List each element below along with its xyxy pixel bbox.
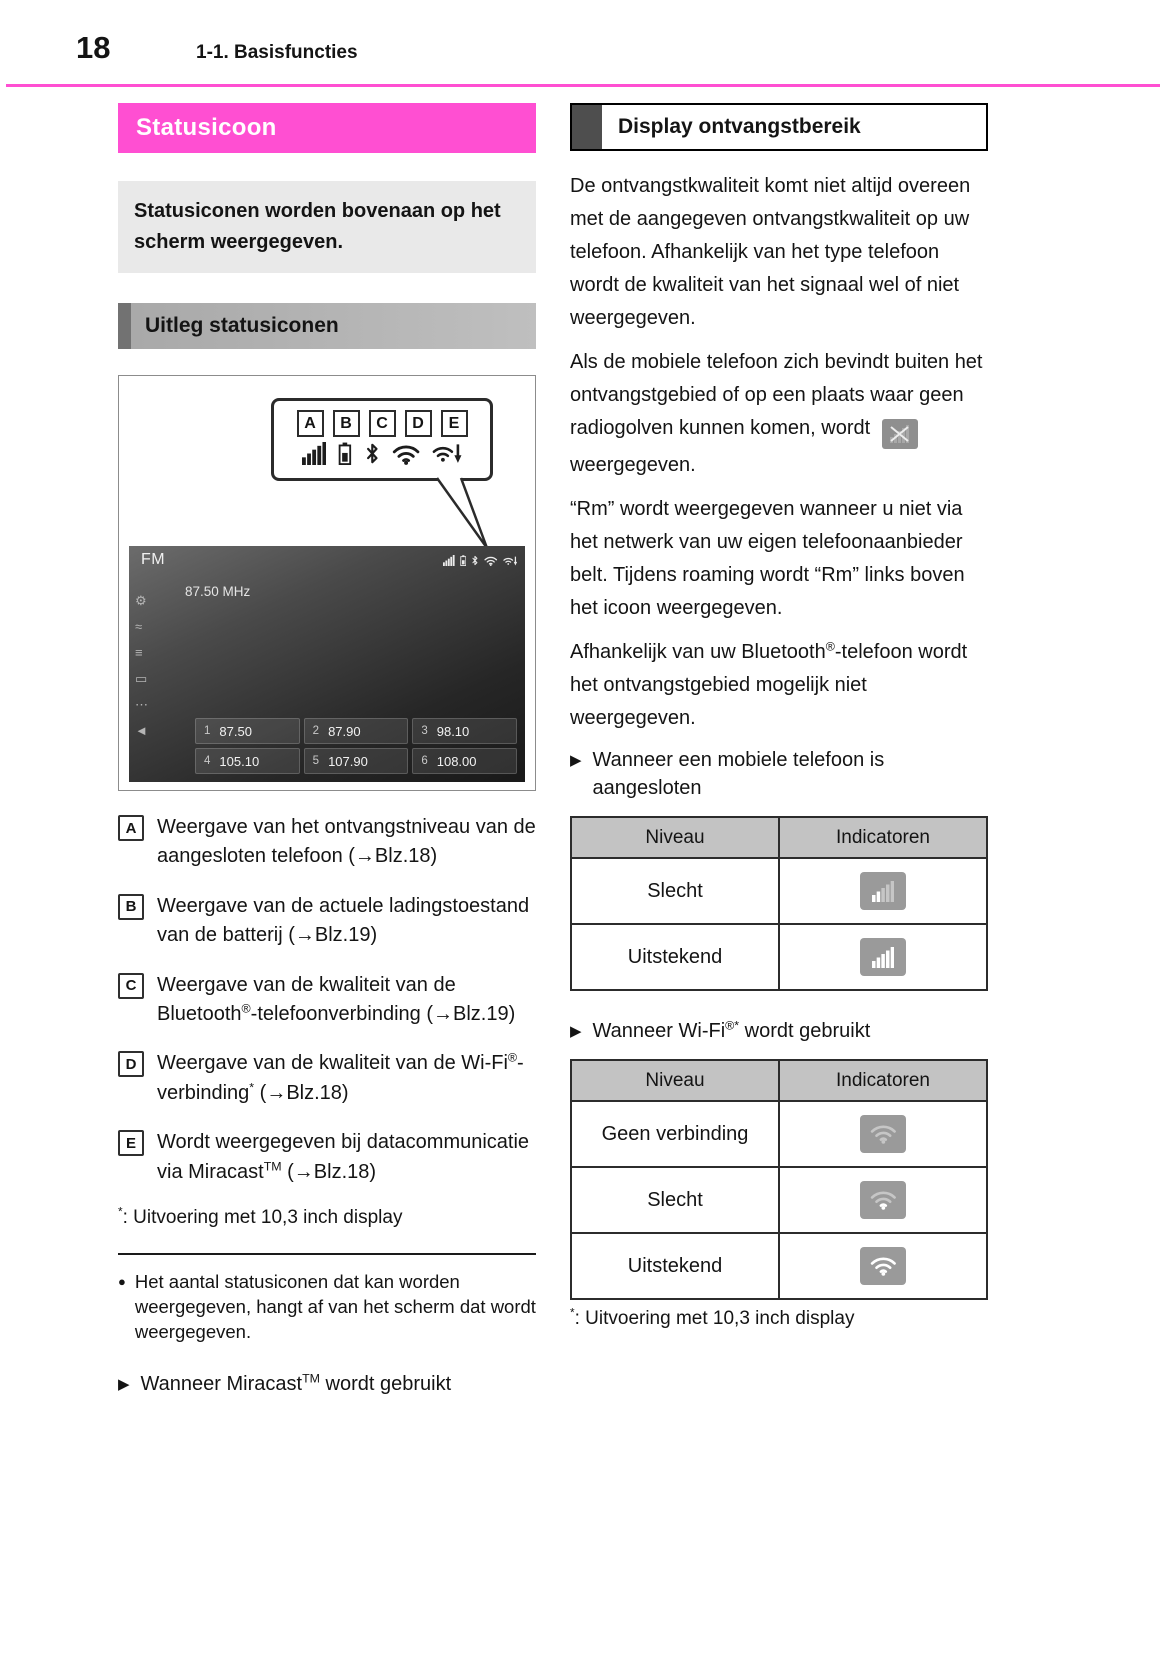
legend-letter: B	[118, 894, 144, 920]
preset-number: 1	[204, 725, 211, 737]
paragraph-4: Afhankelijk van uw Bluetooth®-telefoon wordt het ontvangstgebied mogelijk niet weergegeven.	[570, 639, 968, 729]
preset-frequency: 98.10	[436, 723, 470, 739]
preset-frequency: 87.90	[328, 723, 361, 739]
info-paragraphs	[570, 170, 988, 735]
status-miracast-icon	[503, 553, 517, 571]
indicator-cell	[779, 1101, 987, 1167]
bullet-note	[118, 1269, 536, 1344]
header-rule	[6, 84, 1160, 87]
level-cell: Uitstekend	[571, 1233, 779, 1299]
preset-number: 2	[312, 725, 320, 737]
status-icons-figure	[118, 375, 536, 791]
radio-band-label: FM	[141, 551, 166, 568]
legend-text: Weergave van de kwaliteit van de Wi-Fi®-verbinding* (→Blz.18)	[157, 1050, 524, 1104]
callout-letter-c: C	[369, 410, 396, 437]
waves-icon: ≈	[135, 619, 143, 634]
breadcrumb: 1-1. Basisfuncties	[196, 42, 358, 63]
info-title-box	[570, 103, 988, 151]
wifi-weak-icon	[860, 1181, 906, 1219]
miracast-arrow-text: Wanneer Miracast™ wordt gebruikt	[140, 1371, 452, 1396]
status-battery-icon	[460, 553, 467, 571]
level-cell: Uitstekend	[571, 924, 779, 990]
signal-table-header-0: Niveau	[571, 817, 779, 858]
preset-number: 3	[421, 725, 428, 737]
subsection-title: Uitleg statusiconen	[145, 314, 339, 337]
callout-icon-row	[280, 446, 484, 470]
speaker-icon: ◄	[135, 723, 148, 738]
preset-number: 6	[421, 755, 428, 767]
signal-table	[570, 816, 988, 991]
preset-frequency: 107.90	[328, 753, 368, 769]
arrow-icon: ▶	[570, 1023, 582, 1040]
intro-box: Statusiconen worden bovenaan op het scherm weergegeven.	[118, 181, 536, 273]
table-row	[571, 1101, 987, 1167]
superscript: *	[570, 1306, 575, 1320]
no-signal-icon	[882, 419, 918, 449]
signal-table-wrap	[570, 816, 988, 991]
list-icon: ≡	[135, 645, 143, 660]
wifi-table-header-0: Niveau	[571, 1060, 779, 1101]
wifi-icon	[392, 444, 420, 470]
radio-status-bar	[443, 553, 517, 571]
arrow-icon: ▶	[118, 1376, 130, 1394]
indicator-cell	[779, 858, 987, 924]
preset-frequency: 108.00	[436, 753, 477, 769]
wifi-none-icon	[860, 1115, 906, 1153]
preset-button-6	[412, 748, 517, 774]
bullet-icon: ●	[118, 1273, 126, 1289]
phone-connected-arrow-text: Wanneer een mobiele telefoon is aangesloten	[592, 749, 885, 799]
table-row	[571, 1233, 987, 1299]
callout-letter-b: B	[333, 410, 360, 437]
wifi-arrow-text: Wanneer Wi-Fi®* wordt gebruikt	[592, 1018, 871, 1042]
signal-weak-icon	[860, 872, 906, 910]
paragraph-3: “Rm” wordt weergegeven wanneer u niet via het netwerk van uw eigen telefoonaanbieder belt. Tijdens roaming wordt “Rm” links boven het icoon weergegeven.	[570, 498, 965, 619]
callout-letter-row	[280, 410, 484, 437]
preset-button-1	[195, 718, 300, 744]
legend-item-b	[118, 892, 536, 951]
superscript: TM	[263, 1158, 282, 1173]
radio-frequency: 87.50 MHz	[185, 584, 251, 599]
callout-letter-d: D	[405, 410, 432, 437]
legend-letter: D	[118, 1051, 144, 1077]
signal-strong-icon	[860, 938, 906, 976]
bluetooth-icon	[364, 442, 381, 470]
arrow-icon: ▶	[570, 752, 582, 769]
legend-text: Weergave van het ontvangstniveau van de aangesloten telefoon (→Blz.18)	[157, 816, 536, 868]
more-icon: ⋯	[135, 697, 148, 712]
right-footnote: *: Uitvoering met 10,3 inch display	[570, 1306, 855, 1329]
preset-button-3	[412, 718, 517, 744]
info-title-marker	[572, 105, 602, 149]
callout-letter-a: A	[297, 410, 324, 437]
wifi-strong-icon	[860, 1247, 906, 1285]
miracast-arrow-item	[118, 1370, 536, 1398]
wifi-table-header-1: Indicatoren	[779, 1060, 987, 1101]
legend-list	[118, 813, 536, 1187]
panel-icon: ▭	[135, 671, 148, 686]
radio-sidebar	[135, 594, 148, 737]
superscript: ®	[241, 1001, 251, 1016]
legend-letter: C	[118, 973, 144, 999]
indicator-cell	[779, 1167, 987, 1233]
signal-icon	[302, 442, 326, 470]
level-cell: Slecht	[571, 1167, 779, 1233]
status-bluetooth-icon	[471, 553, 479, 571]
gear-icon: ⚙	[135, 593, 147, 608]
wifi-arrow-item	[570, 1017, 988, 1045]
preset-button-5	[304, 748, 409, 774]
legend-item-a	[118, 813, 536, 872]
phone-connected-arrow-item	[570, 746, 988, 802]
superscript: *	[118, 1205, 123, 1219]
wifi-table-wrap	[570, 1059, 988, 1300]
paragraph-1: De ontvangstkwaliteit komt niet altijd overeen met de aangegeven ontvangstkwaliteit op uw telefoon. Afhankelijk van het type telefoon wordt de kwaliteit van het signaal wel of niet weergegeven.	[570, 175, 971, 329]
table-row	[571, 858, 987, 924]
legend-letter: A	[118, 815, 144, 841]
callout-box	[271, 398, 493, 481]
status-signal-icon	[443, 553, 455, 571]
table-row	[571, 1167, 987, 1233]
legend-item-c	[118, 971, 536, 1030]
preset-frequency: 105.10	[219, 753, 260, 769]
miracast-icon	[432, 443, 462, 470]
info-title: Display ontvangstbereik	[618, 115, 861, 138]
legend-letter: E	[118, 1130, 144, 1156]
signal-table-header-1: Indicatoren	[779, 817, 987, 858]
paragraph-2: Als de mobiele telefoon zich bevindt buiten het ontvangstgebied of op een plaats waar geen radiogolven kunnen komen, wordt weergegeven.	[570, 351, 983, 476]
superscript: ®*	[725, 1018, 740, 1033]
preset-frequency: 87.50	[219, 723, 252, 739]
legend-item-e	[118, 1128, 536, 1187]
superscript: ®	[825, 639, 835, 654]
battery-icon	[338, 442, 352, 470]
section-banner: Statusicoon	[118, 103, 536, 153]
superscript: TM	[302, 1371, 320, 1386]
superscript: ®	[507, 1050, 518, 1065]
radio-screenshot	[129, 546, 525, 782]
divider-rule	[118, 1253, 536, 1255]
left-footnote: *: Uitvoering met 10,3 inch display	[118, 1205, 403, 1228]
legend-text: Weergave van de actuele ladingstoestand van de batterij (→Blz.19)	[157, 894, 530, 947]
subsection-marker	[118, 303, 131, 349]
page-number: 18	[76, 30, 111, 65]
legend-item-d	[118, 1049, 536, 1108]
preset-button-4	[195, 748, 300, 774]
radio-presets	[195, 718, 517, 774]
right-column	[570, 103, 988, 1330]
superscript: *	[249, 1080, 255, 1095]
indicator-cell	[779, 1233, 987, 1299]
indicator-cell	[779, 924, 987, 990]
subsection-header	[118, 303, 536, 349]
level-cell: Geen verbinding	[571, 1101, 779, 1167]
left-column	[118, 103, 536, 1398]
callout-letter-e: E	[441, 410, 468, 437]
status-wifi-icon	[484, 553, 498, 571]
legend-text: Wordt weergegeven bij datacommunicatie via Miracast™ (→Blz.18)	[157, 1131, 530, 1183]
level-cell: Slecht	[571, 858, 779, 924]
legend-text: Weergave van de kwaliteit van de Bluetooth®-telefoonverbinding (→Blz.19)	[157, 973, 516, 1025]
wifi-table	[570, 1059, 988, 1300]
table-row	[571, 924, 987, 990]
preset-number: 5	[312, 755, 320, 767]
preset-button-2	[304, 718, 409, 744]
preset-number: 4	[204, 755, 211, 767]
bullet-note-text: Het aantal statusiconen dat kan worden weergegeven, hangt af van het scherm dat wordt weergegeven.	[134, 1270, 536, 1343]
